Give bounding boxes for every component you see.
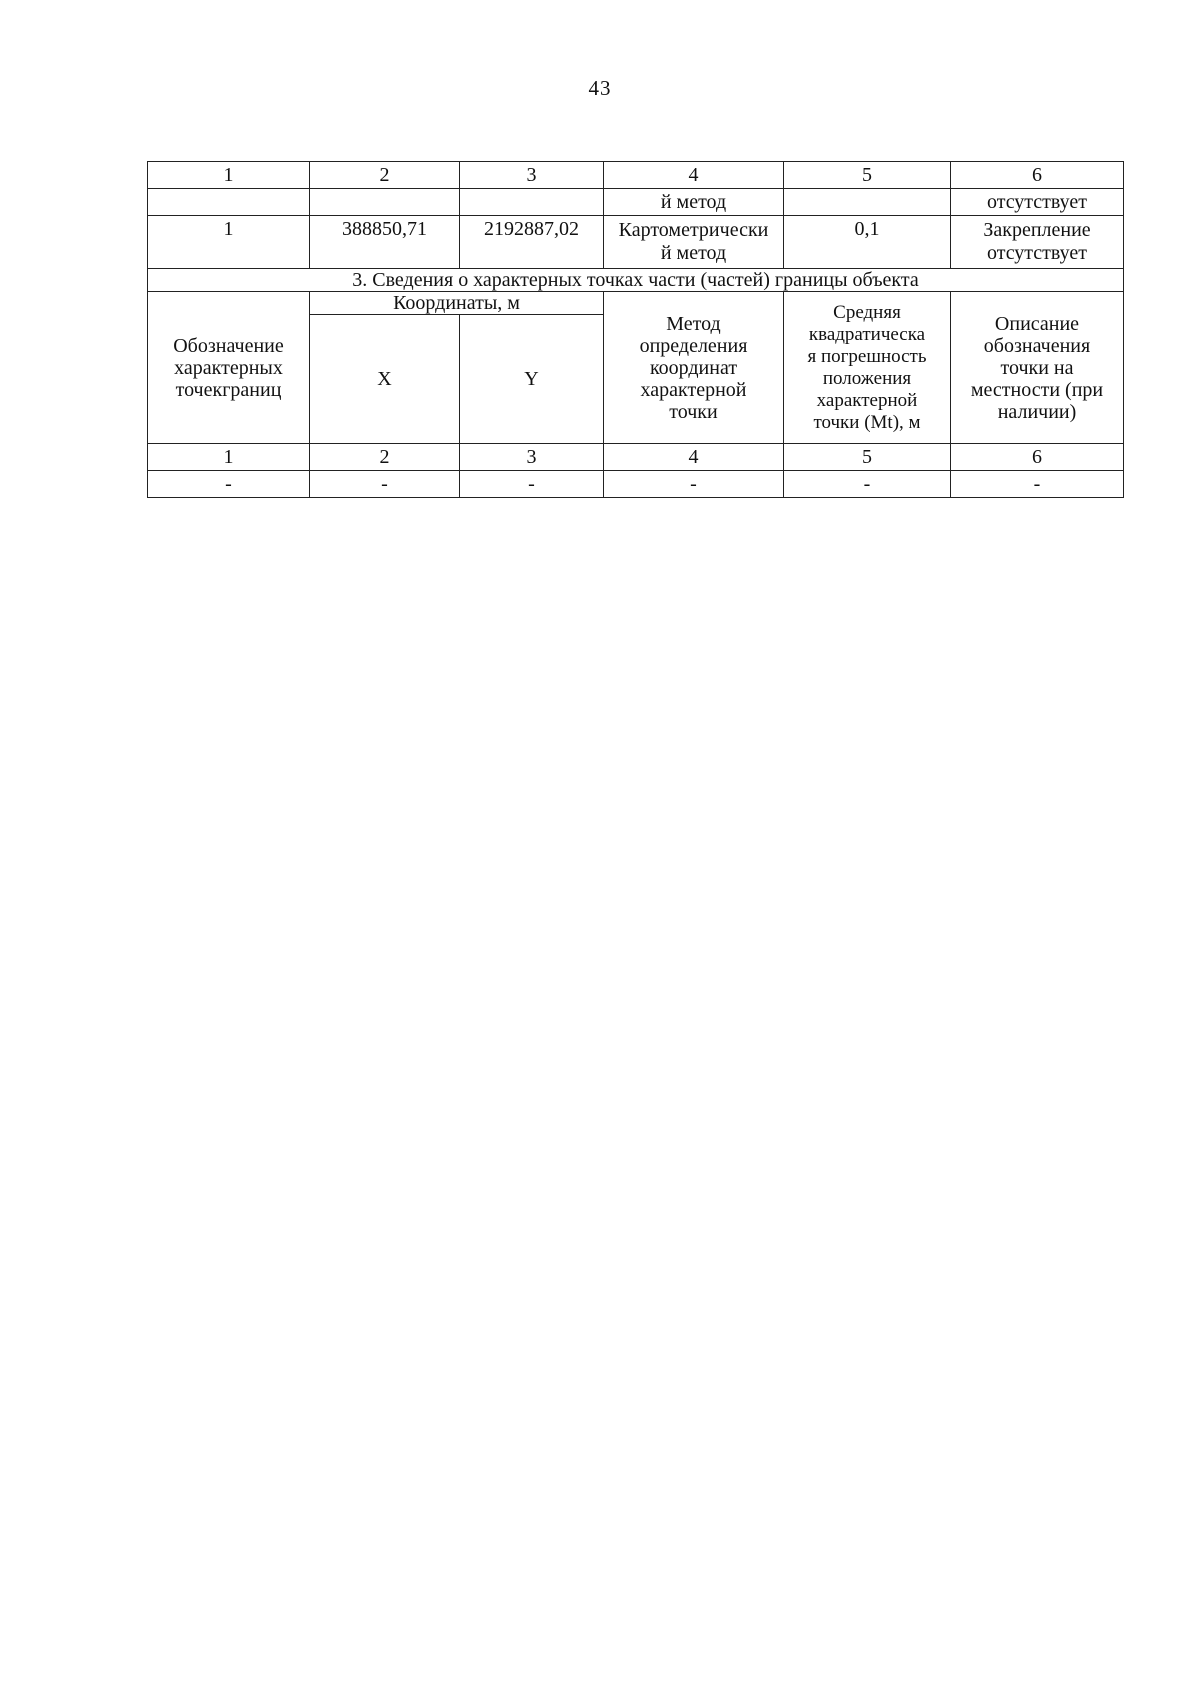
section-title-row [148,269,1124,292]
column-number-cell: 5 [784,444,951,471]
continuation-cell: отсутствует [951,189,1124,216]
column-number-cell: 5 [784,162,951,189]
continuation-row [148,189,1124,216]
continuation-cell [784,189,951,216]
column-number-cell: 6 [951,444,1124,471]
header-row [148,292,1124,315]
column-number-cell: 2 [310,444,460,471]
continuation-cell [460,189,604,216]
y-coordinate-cell: 2192887,02 [460,216,604,269]
column-number-cell: 2 [310,162,460,189]
continuation-cell: й метод [604,189,784,216]
empty-cell: - [604,471,784,498]
header-error: Средняя квадратическа я погрешность положения характерной точки (Mt), м [784,292,951,444]
column-number-cell: 6 [951,162,1124,189]
continuation-cell [310,189,460,216]
header-description: Описание обозначения точки на местности (при наличии) [951,292,1124,444]
section-title: 3. Сведения о характерных точках части (частей) границы объекта [148,269,1124,292]
header-y: Y [460,315,604,444]
empty-data-row [148,471,1124,498]
method-cell: Картометрически й метод [604,216,784,269]
column-number-cell: 4 [604,444,784,471]
table-row [148,216,1124,269]
column-number-cell: 3 [460,162,604,189]
description-cell: Закрепление отсутствует [951,216,1124,269]
column-number-row [148,162,1124,189]
empty-cell: - [310,471,460,498]
empty-cell: - [460,471,604,498]
column-number-cell: 4 [604,162,784,189]
header-x: X [310,315,460,444]
header-coordinates: Координаты, м [310,292,604,315]
column-number-row [148,444,1124,471]
point-number-cell: 1 [148,216,310,269]
empty-cell: - [951,471,1124,498]
header-method: Метод определения координат характерной точки [604,292,784,444]
column-number-cell: 1 [148,162,310,189]
empty-cell: - [148,471,310,498]
header-point-designation: Обозначение характерных точекграниц [148,292,310,444]
column-number-cell: 1 [148,444,310,471]
continuation-cell [148,189,310,216]
page-number: 43 [588,76,612,100]
column-number-cell: 3 [460,444,604,471]
error-cell: 0,1 [784,216,951,269]
x-coordinate-cell: 388850,71 [310,216,460,269]
characteristic-points-table [147,161,1124,498]
empty-cell: - [784,471,951,498]
